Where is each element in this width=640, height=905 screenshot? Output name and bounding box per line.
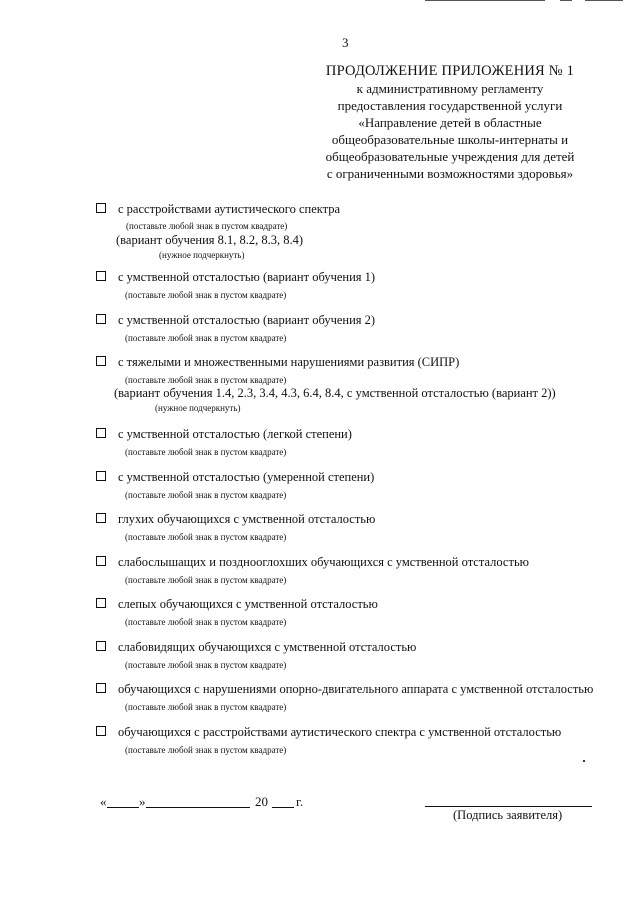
item-label: с умственной отсталостью (вариант обучения 2) bbox=[118, 313, 376, 327]
checkbox[interactable] bbox=[96, 598, 106, 608]
item-note: (поставьте любой знак в пустом квадрате) bbox=[125, 375, 287, 385]
item-label: с умственной отсталостью (умеренной степени) bbox=[118, 470, 375, 484]
document-header bbox=[300, 63, 600, 182]
month-field[interactable] bbox=[146, 807, 250, 808]
item-note: (поставьте любой знак в пустом квадрате) bbox=[125, 702, 287, 712]
top-rule-short-2 bbox=[585, 0, 623, 1]
checkbox[interactable] bbox=[96, 513, 106, 523]
item-label: обучающихся с расстройствами аутистического спектра с умственной отсталостью bbox=[118, 725, 562, 739]
item-note: (поставьте любой знак в пустом квадрате) bbox=[126, 221, 288, 231]
item-label: слабослышащих и позднооглохших обучающихся с умственной отсталостью bbox=[118, 555, 529, 569]
page-number: 3 bbox=[342, 35, 349, 50]
item-label: с тяжелыми и множественными нарушениями развития (СИПР) bbox=[118, 355, 460, 369]
checkbox[interactable] bbox=[96, 428, 106, 438]
item-label: слепых обучающихся с умственной отсталостью bbox=[118, 597, 378, 611]
year-suffix: г. bbox=[296, 794, 304, 809]
item-label: слабовидящих обучающихся с умственной отсталостью bbox=[118, 640, 417, 654]
date-open-quote: « bbox=[100, 794, 107, 809]
item-label: глухих обучающихся с умственной отсталостью bbox=[118, 512, 376, 526]
item-note: (поставьте любой знак в пустом квадрате) bbox=[125, 617, 287, 627]
checkbox[interactable] bbox=[96, 314, 106, 324]
top-rule-short bbox=[560, 0, 572, 1]
header-line: общеобразовательные школы-интернаты и bbox=[331, 132, 569, 147]
header-line: «Направление детей в областные bbox=[358, 115, 542, 130]
item-note: (поставьте любой знак в пустом квадрате) bbox=[125, 490, 287, 500]
header-line: предоставления государственной услуги bbox=[337, 98, 563, 113]
header-line: общеобразовательные учреждения для детей bbox=[325, 149, 575, 164]
checkbox[interactable] bbox=[96, 471, 106, 481]
header-line: к административному регламенту bbox=[356, 81, 544, 96]
checkbox[interactable] bbox=[96, 271, 106, 281]
top-rule bbox=[425, 0, 545, 1]
checkbox[interactable] bbox=[96, 641, 106, 651]
stray-mark bbox=[583, 760, 585, 762]
item-note: (поставьте любой знак в пустом квадрате) bbox=[125, 745, 287, 755]
date-close-quote: » bbox=[139, 794, 146, 809]
item-label: с расстройствами аутистического спектра bbox=[118, 202, 341, 216]
item-note: (поставьте любой знак в пустом квадрате) bbox=[125, 290, 287, 300]
item-note: (поставьте любой знак в пустом квадрате) bbox=[125, 532, 287, 542]
item-note: (поставьте любой знак в пустом квадрате) bbox=[125, 660, 287, 670]
year-prefix: 20 bbox=[255, 794, 268, 809]
checkbox[interactable] bbox=[96, 726, 106, 736]
item-note: (поставьте любой знак в пустом квадрате) bbox=[125, 447, 287, 457]
item-label: с умственной отсталостью (легкой степени) bbox=[118, 427, 352, 441]
checkbox[interactable] bbox=[96, 203, 106, 213]
header-line: с ограниченными возможностями здоровья» bbox=[326, 166, 574, 181]
year-field[interactable] bbox=[272, 807, 294, 808]
signature-label: (Подпись заявителя) bbox=[453, 808, 563, 822]
checkbox[interactable] bbox=[96, 356, 106, 366]
day-field[interactable] bbox=[107, 807, 139, 808]
checkbox[interactable] bbox=[96, 683, 106, 693]
item-variant: (вариант обучения 8.1, 8.2, 8.3, 8.4) bbox=[116, 233, 304, 247]
item-variant-note: (нужное подчеркнуть) bbox=[155, 403, 241, 413]
item-label: с умственной отсталостью (вариант обучения 1) bbox=[118, 270, 376, 284]
header-title: ПРОДОЛЖЕНИЕ ПРИЛОЖЕНИЯ № 1 bbox=[325, 63, 575, 79]
signature-field[interactable] bbox=[425, 806, 592, 807]
item-variant-note: (нужное подчеркнуть) bbox=[159, 250, 245, 260]
item-variant: (вариант обучения 1.4, 2.3, 3.4, 4.3, 6.4, 8.4, с умственной отсталостью (вариант 2)) bbox=[114, 386, 556, 400]
item-label: обучающихся с нарушениями опорно-двигательного аппарата с умственной отсталостью bbox=[118, 682, 594, 696]
checkbox[interactable] bbox=[96, 556, 106, 566]
item-note: (поставьте любой знак в пустом квадрате) bbox=[125, 575, 287, 585]
item-note: (поставьте любой знак в пустом квадрате) bbox=[125, 333, 287, 343]
